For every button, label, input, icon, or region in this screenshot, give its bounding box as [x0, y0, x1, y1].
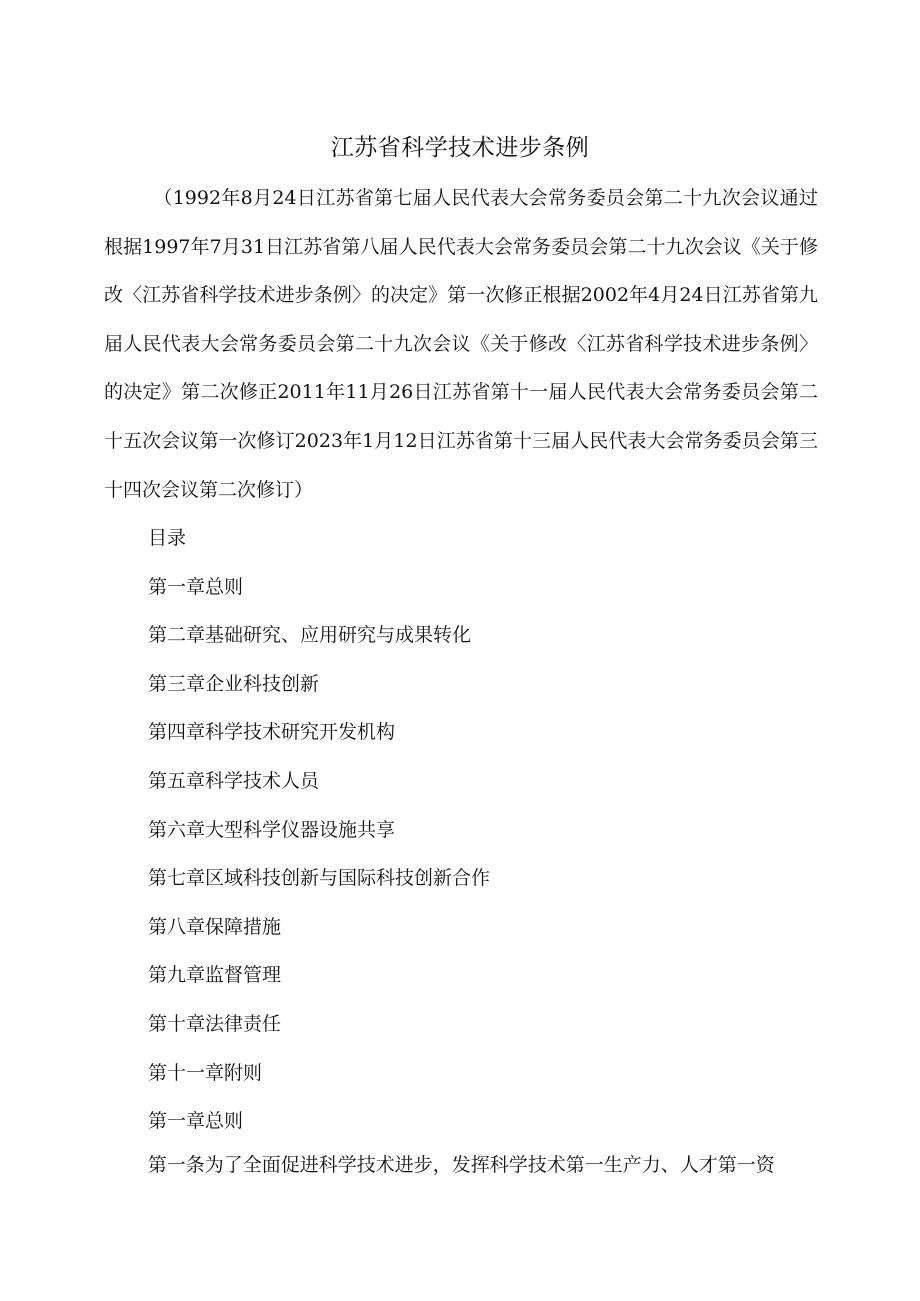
toc-item: 第八章保障措施 [148, 915, 282, 938]
toc-item: 第一章总则 [148, 575, 244, 598]
toc-item: 第三章企业科技创新 [148, 672, 320, 695]
toc-item: 第七章区域科技创新与国际科技创新合作 [148, 867, 491, 890]
chapter-heading: 第一章总则 [148, 1110, 244, 1133]
toc-item: 第二章基础研究、应用研究与成果转化 [148, 624, 472, 647]
toc-item: 第十章法律责任 [148, 1012, 282, 1035]
toc-item: 第九章监督管理 [148, 964, 282, 987]
article-paragraph: 第一条为了全面促进科学技术进步，发挥科学技术第一生产力、人才第一资 [147, 1154, 775, 1176]
toc-item: 第五章科学技术人员 [148, 769, 320, 792]
document-title: 江苏省科学技术进步条例 [330, 135, 590, 161]
preface-paragraph: （1992年8月24日江苏省第七届人民代表大会常务委员会第二十九次会议通过根据1997年7月31日江苏省第八届人民代表大会常务委员会第二十九次会议《关于修改〈江苏省科学技术进步条例〉的决定》第一次修正根据2002年4月24日江苏省第九届人民代表大会常务委员会第二十九次会议《关于修改〈江苏省科学技术进步条例〉的决定》第二次修正2011年11月26日江苏省第十一届人民代表大会常务委员会第二十五次会议第一次修订2023年1月12日江苏省第十三届人民代表大会常务委员会第三十四次会议第二次修订） [104, 187, 818, 501]
table-of-contents [104, 514, 818, 1146]
toc-item: 第十一章附则 [148, 1061, 263, 1084]
toc-heading: 目录 [148, 527, 187, 549]
toc-item: 第六章大型科学仪器设施共享 [148, 818, 396, 841]
toc-item: 第四章科学技术研究开发机构 [148, 721, 396, 744]
